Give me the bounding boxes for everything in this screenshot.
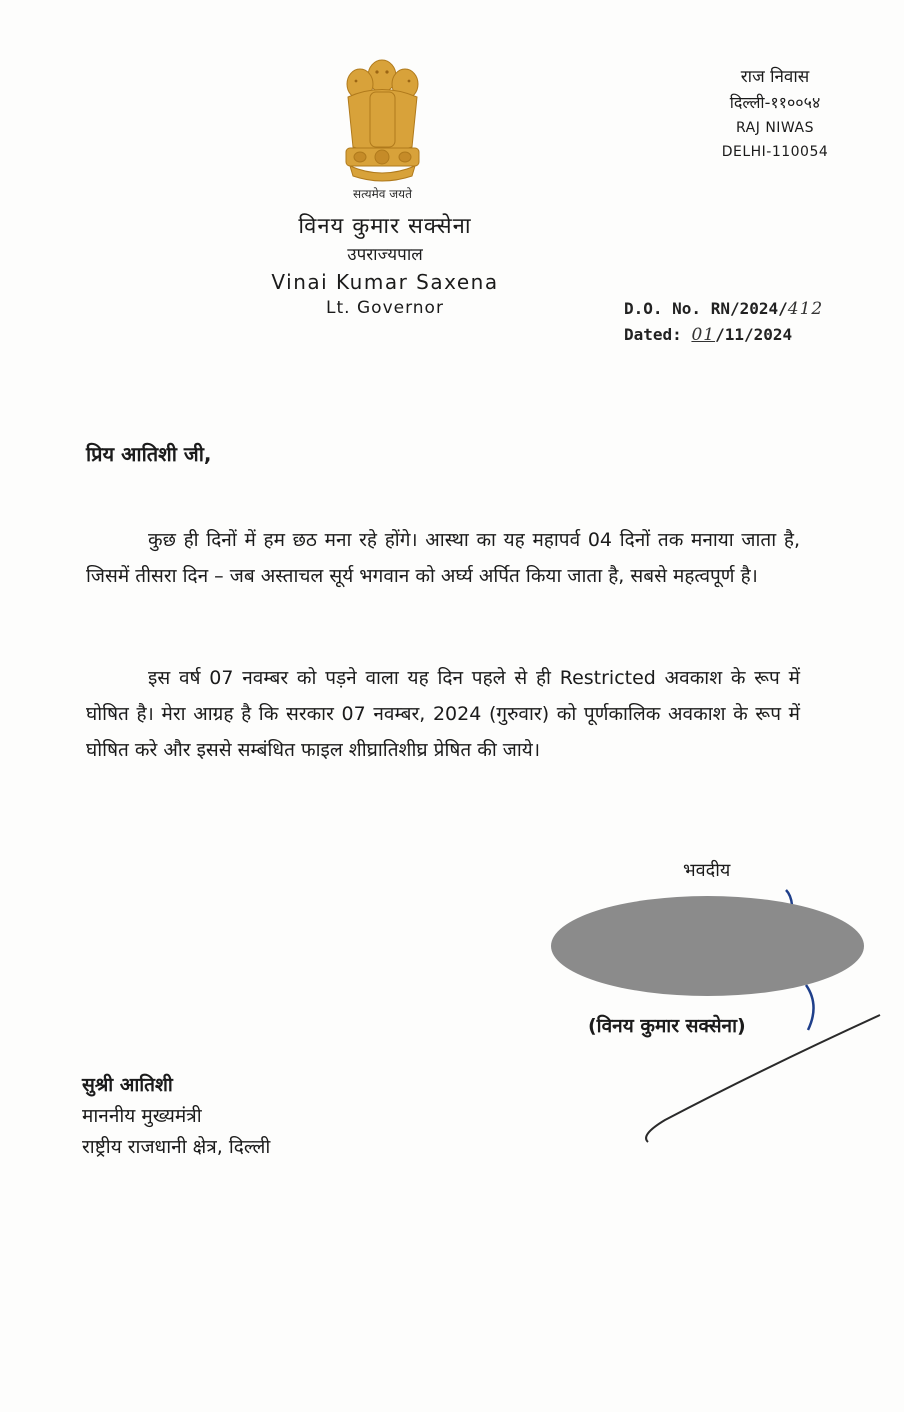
- recipient-block: [82, 1070, 270, 1163]
- dated-line: [624, 322, 823, 348]
- recipient-location: राष्ट्रीय राजधानी क्षेत्र, दिल्ली: [82, 1136, 271, 1158]
- sender-block: [230, 212, 540, 320]
- paragraph-1-text: कुछ ही दिनों में हम छठ मना रहे होंगे। आस्था का यह महापर्व 04 दिनों तक मनाया जाता है, जिसमें तीसरा दिन – जब अस्ताचल सूर्य भगवान को अर्घ्य अर्पित किया जाता है, सबसे महत्वपूर्ण है।: [86, 529, 800, 587]
- address-line2-english: DELHI-110054: [721, 144, 829, 160]
- recipient-name: सुश्री आतिशी: [82, 1074, 173, 1096]
- address-line1-english: RAJ NIWAS: [736, 120, 814, 136]
- signature-redaction: [551, 896, 864, 996]
- recipient-designation: माननीय मुख्यमंत्री: [82, 1105, 202, 1127]
- address-line1-hindi: राज निवास: [740, 67, 810, 87]
- salutation: प्रिय आतिशी जी,: [86, 442, 212, 466]
- address-line2-hindi: दिल्ली-११००५४: [729, 93, 821, 112]
- sender-name-hindi: विनय कुमार सक्सेना: [298, 214, 472, 239]
- dated-day: 01: [691, 325, 716, 345]
- valediction: भवदीय: [683, 860, 731, 881]
- paragraph-2-text: इस वर्ष 07 नवम्बर को पड़ने वाला यह दिन पहले से ही Restricted अवकाश के रूप में घोषित है। मेरा आग्रह है कि सरकार 07 नवम्बर, 2024 (गुरुवार) को पूर्णकालिक अवकाश के रूप में घोषित करे और इससे सम्बंधित फाइल शीघ्रातिशीघ्र प्रेषित की जाये।: [86, 667, 800, 761]
- dated-label: Dated:: [624, 325, 682, 344]
- signatory-name: (विनय कुमार सक्सेना): [588, 1015, 746, 1037]
- state-emblem-icon: [330, 52, 435, 187]
- reference-block: [624, 296, 823, 348]
- paragraph-2: [86, 660, 800, 768]
- sender-title-hindi: उपराज्यपाल: [347, 245, 423, 265]
- sender-title-english: Lt. Governor: [326, 298, 444, 318]
- do-number-line: [624, 296, 823, 322]
- do-prefix: D.O. No. RN/2024/: [624, 299, 788, 318]
- sender-address: [690, 64, 860, 164]
- dated-rest: /11/2024: [715, 325, 793, 344]
- sender-name-english: Vinai Kumar Saxena: [271, 270, 499, 294]
- paragraph-1: [86, 522, 800, 594]
- do-number-handwritten: 412: [787, 299, 824, 319]
- emblem-motto: सत्यमेव जयते: [353, 187, 412, 201]
